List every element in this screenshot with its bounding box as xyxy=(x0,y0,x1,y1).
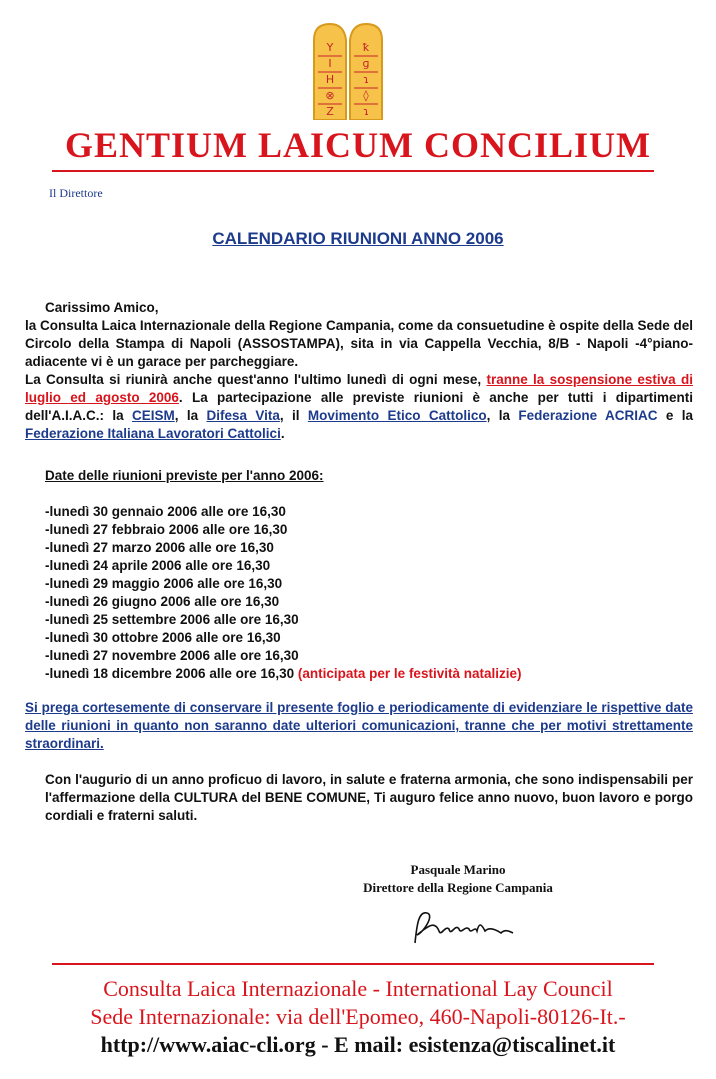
december-note: (anticipata per le festività natalizie) xyxy=(297,666,522,681)
logo-glyph: I xyxy=(328,57,332,70)
footer-contacts: http://www.aiac-cli.org - E mail: esistenza@tiscalinet.it xyxy=(100,1032,616,1057)
list-item: -lunedì 24 aprile 2006 alle ore 16,30 xyxy=(45,558,271,573)
logo-glyph: Z xyxy=(326,105,334,118)
list-item: -lunedì 27 marzo 2006 alle ore 16,30 xyxy=(45,540,274,555)
december-date: -lunedì 18 dicembre 2006 alle ore 16,30 xyxy=(45,666,295,681)
logo-glyph: ⊗ xyxy=(325,89,335,102)
link-ceism[interactable]: CEISM xyxy=(131,408,175,423)
list-item: -lunedì 30 gennaio 2006 alle ore 16,30 xyxy=(45,504,286,519)
signer-role: Direttore della Regione Campania xyxy=(363,880,553,895)
dates-list xyxy=(45,503,713,683)
list-item: -lunedì 26 giugno 2006 alle ore 16,30 xyxy=(45,594,280,609)
logo-glyph: ꝁ xyxy=(362,41,370,54)
sep-4: e la xyxy=(657,408,693,423)
signer-name: Pasquale Marino xyxy=(410,862,506,877)
handwritten-signature xyxy=(405,903,525,953)
notice-text: Si prega cortesemente di conservare il presente foglio e periodicamente di evidenziare le rispettive date delle riunioni in quanto non saranno date ulteriori comunicazioni, tranne che per motivi strettamente straordinari. xyxy=(25,700,693,751)
sep-1: , la xyxy=(174,408,207,423)
dates-title: Date delle riunioni previste per l'anno 2006: xyxy=(45,468,324,483)
list-item: -lunedì 29 maggio 2006 alle ore 16,30 xyxy=(45,576,283,591)
director-label: Il Direttore xyxy=(49,186,103,200)
intro-line-b-mid: . La partecipazione alle previste riunioni è anche per tutti i dipartimenti dell'A.I.A.C.: la xyxy=(25,390,694,423)
top-divider xyxy=(52,170,654,172)
logo-glyph: ◊ xyxy=(363,89,369,102)
tablets-logo xyxy=(310,20,386,120)
list-item: -lunedì 25 settembre 2006 alle ore 16,30 xyxy=(45,612,299,627)
footer-address: Sede Internazionale: via dell'Epomeo, 460-Napoli-80126-It.- xyxy=(90,1004,626,1029)
link-difesa-vita[interactable]: Difesa Vita xyxy=(206,408,280,423)
notice-paragraph xyxy=(25,699,693,753)
list-item: -lunedì 27 febbraio 2006 alle ore 16,30 xyxy=(45,522,288,537)
link-federazione-lavoratori[interactable]: Federazione Italiana Lavoratori Cattolici xyxy=(25,426,281,441)
footer-organization: Consulta Laica Internazionale - International Lay Council xyxy=(103,976,613,1001)
logo-glyph: H xyxy=(325,73,335,86)
org-acriac: Federazione ACRIAC xyxy=(518,408,658,423)
intro-end: . xyxy=(280,426,285,441)
intro-paragraph xyxy=(25,299,693,443)
masthead: GENTIUM LAICUM CONCILIUM xyxy=(64,125,651,165)
sep-3: , la xyxy=(486,408,519,423)
logo-glyph: ɿ xyxy=(363,105,369,118)
intro-text xyxy=(25,317,693,443)
link-movimento-etico[interactable]: Movimento Etico Cattolico xyxy=(307,408,487,423)
sep-2: , il xyxy=(279,408,308,423)
greeting: Carissimo Amico, xyxy=(45,300,159,315)
logo-glyph: Y xyxy=(326,41,334,54)
list-item xyxy=(45,665,713,683)
list-item: -lunedì 30 ottobre 2006 alle ore 16,30 xyxy=(45,630,281,645)
intro-line-b: La Consulta si riunirà anche quest'anno l'ultimo lunedì di ogni mese, xyxy=(25,372,487,387)
bottom-divider xyxy=(52,963,654,965)
closing-paragraph xyxy=(25,771,693,825)
closing-text: Con l'augurio di un anno proficuo di lavoro, in salute e fraterna armonia, che sono indispensabili per l'affermazione della CULTURA del BENE COMUNE, Ti auguro felice anno nuovo, buon lavoro e porgo cordiali e fraterni saluti. xyxy=(45,772,693,823)
logo-glyph: ɡ xyxy=(362,57,370,70)
intro-line-a: la Consulta Laica Internazionale della Regione Campania, come da consuetudine è ospite della Sede del Circolo della Stampa di Napoli (ASSOSTAMPA), sita in via Cappella Vecchia, 8/B - Napoli -4°piano-adiacente vi è un garace per parcheggiare. xyxy=(25,318,693,369)
page-title: CALENDARIO RIUNIONI ANNO 2006 xyxy=(212,229,504,248)
list-item: -lunedì 27 novembre 2006 alle ore 16,30 xyxy=(45,648,299,663)
logo-glyph: ɿ xyxy=(363,73,369,86)
summer-suspension: tranne la sospensione estiva di luglio ed agosto 2006 xyxy=(25,372,693,405)
